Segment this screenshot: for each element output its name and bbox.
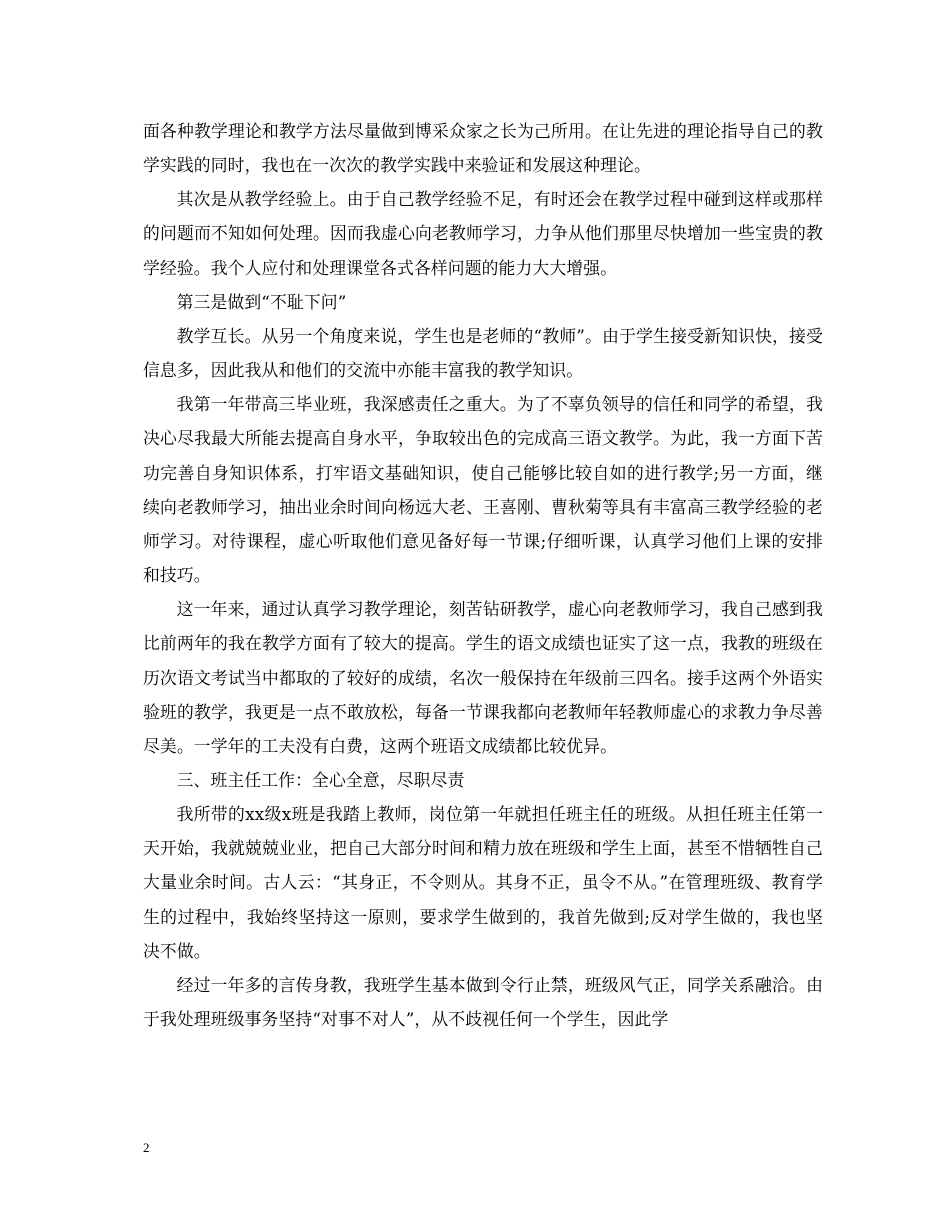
page-number: 2 xyxy=(143,1140,150,1155)
paragraph: 其次是从教学经验上。由于自己教学经验不足，有时还会在教学过程中碰到这样或那样的问题而不知如何处理。因而我虚心向老教师学习，力争从他们那里尽快增加一些宝贵的教学经验。我个人应付和处理课堂各式各样问题的能力大大增强。 xyxy=(143,189,823,278)
paragraph: 我第一年带高三毕业班，我深感责任之重大。为了不辜负领导的信任和同学的希望，我决心尽我最大所能去提高自身水平，争取较出色的完成高三语文教学。为此，我一方面下苦功完善自身知识体系，打牢语文基础知识，使自己能够比较自如的进行教学;另一方面，继续向老教师学习，抽出业余时间向杨远大老、王喜刚、曹秋菊等具有丰富高三教学经验的老师学习。对待课程，虚心听取他们意见备好每一节课;仔细听课，认真学习他们上课的安排和技巧。 xyxy=(143,394,823,586)
body-text xyxy=(143,114,823,1036)
paragraph: 这一年来，通过认真学习教学理论，刻苦钻研教学，虚心向老教师学习，我自己感到我比前两年的我在教学方面有了较大的提高。学生的语文成绩也证实了这一点，我教的班级在历次语文考试当中都取的了较好的成绩，名次一般保持在年级前三四名。接手这两个外语实验班的教学，我更是一点不敢放松，每备一节课我都向老教师年轻教师虚心的求教力争尽善尽美。一学年的工夫没有白费，这两个班语文成绩都比较优异。 xyxy=(143,599,823,756)
paragraph: 教学互长。从另一个角度来说，学生也是老师的“教师”。由于学生接受新知识快，接受信息多，因此我从和他们的交流中亦能丰富我的教学知识。 xyxy=(143,325,823,381)
paragraph: 经过一年多的言传身教，我班学生基本做到令行止禁，班级风气正，同学关系融洽。由于我处理班级事务坚持“对事不对人”，从不歧视任何一个学生，因此学 xyxy=(143,974,823,1030)
paragraph: 第三是做到“不耻下问” xyxy=(176,291,347,312)
paragraph: 我所带的xx级x班是我踏上教师，岗位第一年就担任班主任的班级。从担任班主任第一天开始，我就兢兢业业，把自己大部分时间和精力放在班级和学生上面，甚至不惜牺牲自己大量业余时间。古人云：“其身正，不令则从。其身不正，虽令不从。”在管理班级、教育学生的过程中，我始终坚持这一原则，要求学生做到的，我首先做到;反对学生做的，我也坚决不做。 xyxy=(143,804,823,961)
paragraph: 面各种教学理论和教学方法尽量做到博采众家之长为己所用。在让先进的理论指导自己的教学实践的同时，我也在一次次的教学实践中来验证和发展这种理论。 xyxy=(143,121,823,176)
section-heading: 三、班主任工作：全心全意，尽职尽责 xyxy=(176,769,465,790)
